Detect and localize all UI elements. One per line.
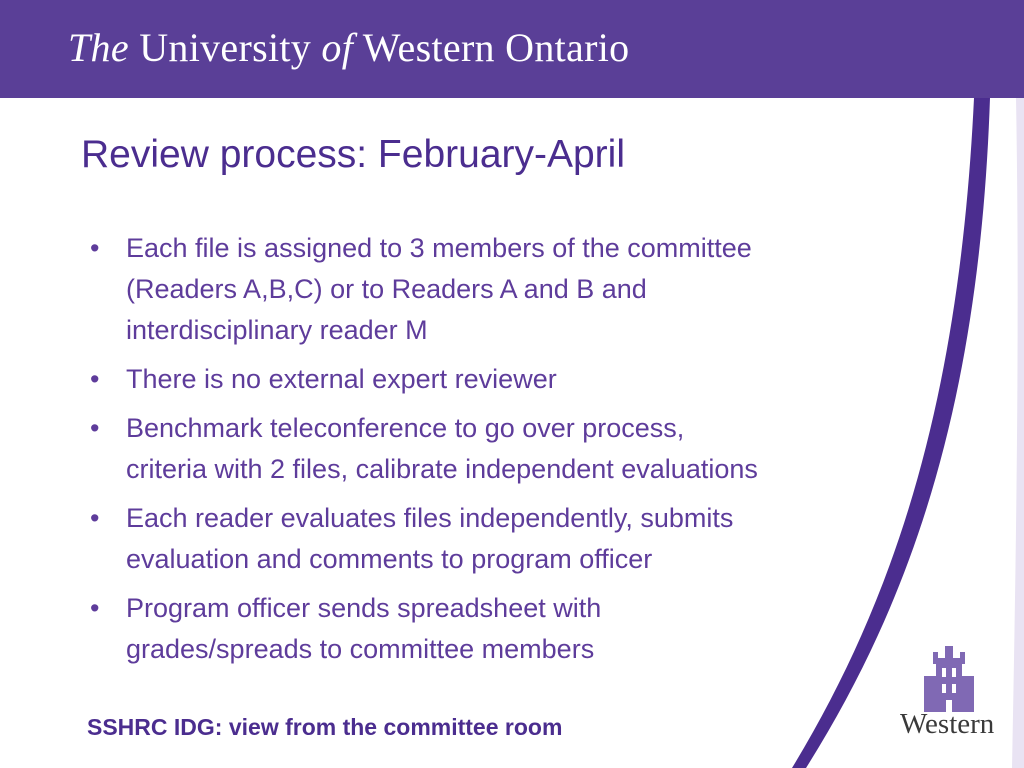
bullet-dot: • bbox=[90, 364, 100, 394]
western-tower-logo-icon bbox=[918, 646, 980, 712]
bullet-line: Each file is assigned to 3 members of the committee bbox=[126, 233, 752, 263]
bullet-dot: • bbox=[90, 413, 100, 443]
slide-title: Review process: February-April bbox=[81, 133, 626, 176]
bullet-line: (Readers A,B,C) or to Readers A and B and bbox=[126, 274, 647, 304]
university-name-the: The bbox=[68, 25, 129, 70]
university-name-end: Western Ontario bbox=[362, 25, 630, 70]
university-name-of: of bbox=[321, 25, 354, 70]
footer-caption: SSHRC IDG: view from the committee room bbox=[87, 714, 563, 740]
bullet-line: interdisciplinary reader M bbox=[126, 315, 428, 345]
bullet-line: Benchmark teleconference to go over process, bbox=[126, 413, 685, 443]
bullet-item bbox=[90, 498, 920, 580]
bullet-dot: • bbox=[90, 233, 100, 263]
bullet-item bbox=[90, 359, 920, 400]
bullet-item bbox=[90, 588, 920, 670]
bullet-list bbox=[90, 228, 920, 678]
bullet-item bbox=[90, 408, 920, 490]
bullet-line: There is no external expert reviewer bbox=[126, 364, 557, 394]
university-name-mid: University bbox=[139, 25, 312, 70]
bullet-line: Each reader evaluates files independently, submits bbox=[126, 503, 734, 533]
bullet-line: grades/spreads to committee members bbox=[126, 634, 595, 664]
bullet-line: evaluation and comments to program officer bbox=[126, 544, 653, 574]
bullet-line: Program officer sends spreadsheet with bbox=[126, 593, 602, 623]
bullet-item bbox=[90, 228, 920, 351]
bullet-line: criteria with 2 files, calibrate independent evaluations bbox=[126, 454, 758, 484]
bullet-dot: • bbox=[90, 593, 100, 623]
bullet-dot: • bbox=[90, 503, 100, 533]
western-logo-text: Western bbox=[900, 708, 995, 740]
